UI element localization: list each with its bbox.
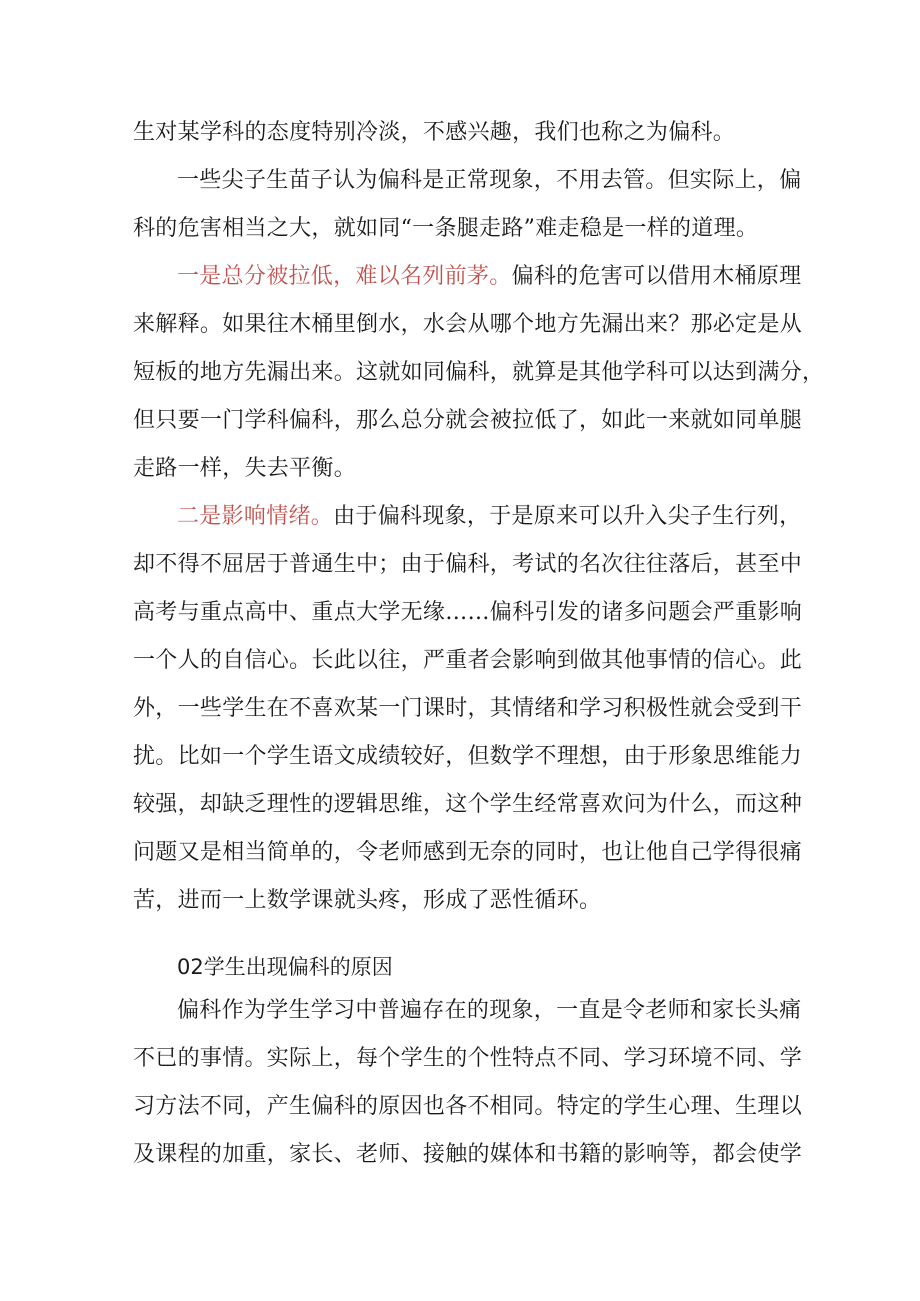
paragraph-line: 扰。比如一个学生语文成绩较好，但数学不理想，由于形象思维能力: [133, 744, 803, 769]
paragraph-line: 一些尖子生苗子认为偏科是正常现象，不用去管。但实际上，偏: [177, 168, 802, 193]
paragraph-line: 却不得不屈居于普通生中；由于偏科，考试的名次往往落后，甚至中: [133, 552, 803, 577]
paragraph-line: 但只要一门学科偏科，那么总分就会被拉低了，如此一来就如同单腿: [133, 408, 803, 433]
paragraph-line: 来解释。如果往木桶里倒水，水会从哪个地方先漏出来？那必定是从: [133, 312, 803, 337]
paragraph-line: 一个人的自信心。长此以往，严重者会影响到做其他事情的信心。此: [133, 648, 803, 673]
paragraph-line: 科的危害相当之大，就如同“一条腿走路”难走稳是一样的道理。: [133, 216, 759, 241]
paragraph-line: 高考与重点高中、重点大学无缘……偏科引发的诸多问题会严重影响: [133, 600, 803, 625]
paragraph-line: 外，一些学生在不喜欢某一门课时，其情绪和学习积极性就会受到干: [133, 696, 803, 721]
paragraph-line: 习方法不同，产生偏科的原因也各不相同。特定的学生心理、生理以: [133, 1094, 803, 1119]
paragraph-line: [133, 501, 802, 533]
paragraph-line: 偏科作为学生学习中普遍存在的现象，一直是令老师和家长头痛: [177, 998, 802, 1023]
paragraph-line: 走路一样，失去平衡。: [133, 456, 357, 481]
paragraph-line: 较强，却缺乏理性的逻辑思维，这个学生经常喜欢问为什么，而这种: [133, 792, 803, 817]
paragraph-line: 及课程的加重，家长、老师、接触的媒体和书籍的影响等，都会使学: [133, 1142, 803, 1167]
paragraph-text: 由于偏科现象，于是原来可以升入尖子生行列，: [333, 504, 802, 529]
paragraph-text: 偏科的危害可以借用木桶原理: [511, 264, 802, 289]
section-heading: 02学生出现偏科的原因: [177, 955, 393, 979]
paragraph-line: 不已的事情。实际上，每个学生的个性特点不同、学习环境不同、学: [133, 1046, 803, 1071]
highlight-point-one: 一是总分被拉低，难以名列前茅。: [177, 264, 512, 289]
paragraph-line: 苦，进而一上数学课就头疼，形成了恶性循环。: [133, 888, 602, 913]
paragraph-line: 短板的地方先漏出来。这就如同偏科，就算是其他学科可以达到满分，: [133, 360, 825, 385]
paragraph-line: 生对某学科的态度特别冷淡，不感兴趣，我们也称之为偏科。: [133, 120, 736, 145]
paragraph-line: 问题又是相当简单的，令老师感到无奈的同时，也让他自己学得很痛: [133, 840, 803, 865]
paragraph-line: [133, 261, 802, 293]
highlight-point-two: 二是影响情绪。: [177, 504, 334, 529]
